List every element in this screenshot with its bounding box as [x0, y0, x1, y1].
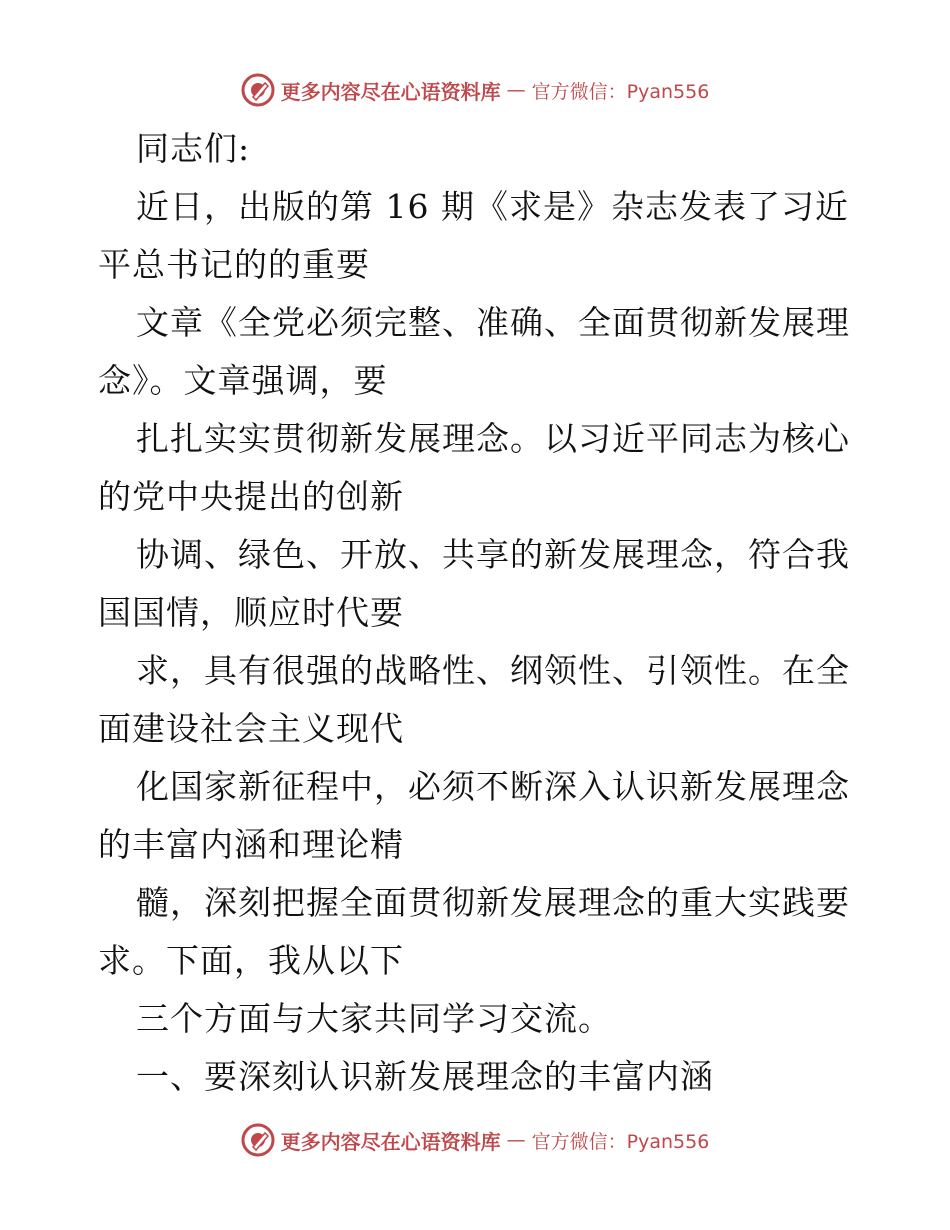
body-text-line: 一、要深刻认识新发展理念的丰富内涵 [136, 1057, 714, 1096]
header-banner [0, 70, 950, 110]
body-text-line: 的丰富内涵和理论精 [98, 825, 404, 864]
footer-contact-text: 官方微信：Pyan556 [531, 1130, 710, 1153]
footer-brand-text: 更多内容尽在心语资料库 [280, 1129, 501, 1154]
header-contact-text: 官方微信：Pyan556 [531, 80, 710, 103]
body-text-line: 求。下面，我从以下 [98, 941, 404, 980]
footer-separator: — [506, 1129, 526, 1151]
body-text-line: 文章《全党必须完整、准确、全面贯彻新发展理 [136, 303, 850, 342]
header-brand-text: 更多内容尽在心语资料库 [280, 79, 501, 104]
header-separator: — [506, 79, 526, 101]
body-text-line: 扎扎实实贯彻新发展理念。以习近平同志为核心 [136, 419, 850, 458]
body-text-line: 近日，出版的第 16 期《求是》杂志发表了习近 [136, 187, 849, 226]
body-text-line: 求，具有很强的战略性、纲领性、引领性。在全 [136, 651, 850, 690]
footer-banner [0, 1120, 950, 1160]
body-text-line: 三个方面与大家共同学习交流。 [136, 999, 612, 1038]
brand-logo-icon [241, 73, 275, 107]
body-text-line: 的党中央提出的创新 [98, 477, 404, 516]
body-text-line: 同志们: [136, 129, 251, 168]
brand-logo-icon [241, 1123, 275, 1157]
document-body [98, 120, 858, 1106]
body-text-line: 国国情，顺应时代要 [98, 593, 404, 632]
body-text-line: 化国家新征程中，必须不断深入认识新发展理念 [136, 767, 850, 806]
body-text-line: 念》。文章强调，要 [98, 361, 388, 400]
body-text-line: 平总书记的的重要 [98, 245, 370, 284]
body-text-line: 髓，深刻把握全面贯彻新发展理念的重大实践要 [136, 883, 850, 922]
body-text-line: 面建设社会主义现代 [98, 709, 404, 748]
body-text-line: 协调、绿色、开放、共享的新发展理念，符合我 [136, 535, 850, 574]
